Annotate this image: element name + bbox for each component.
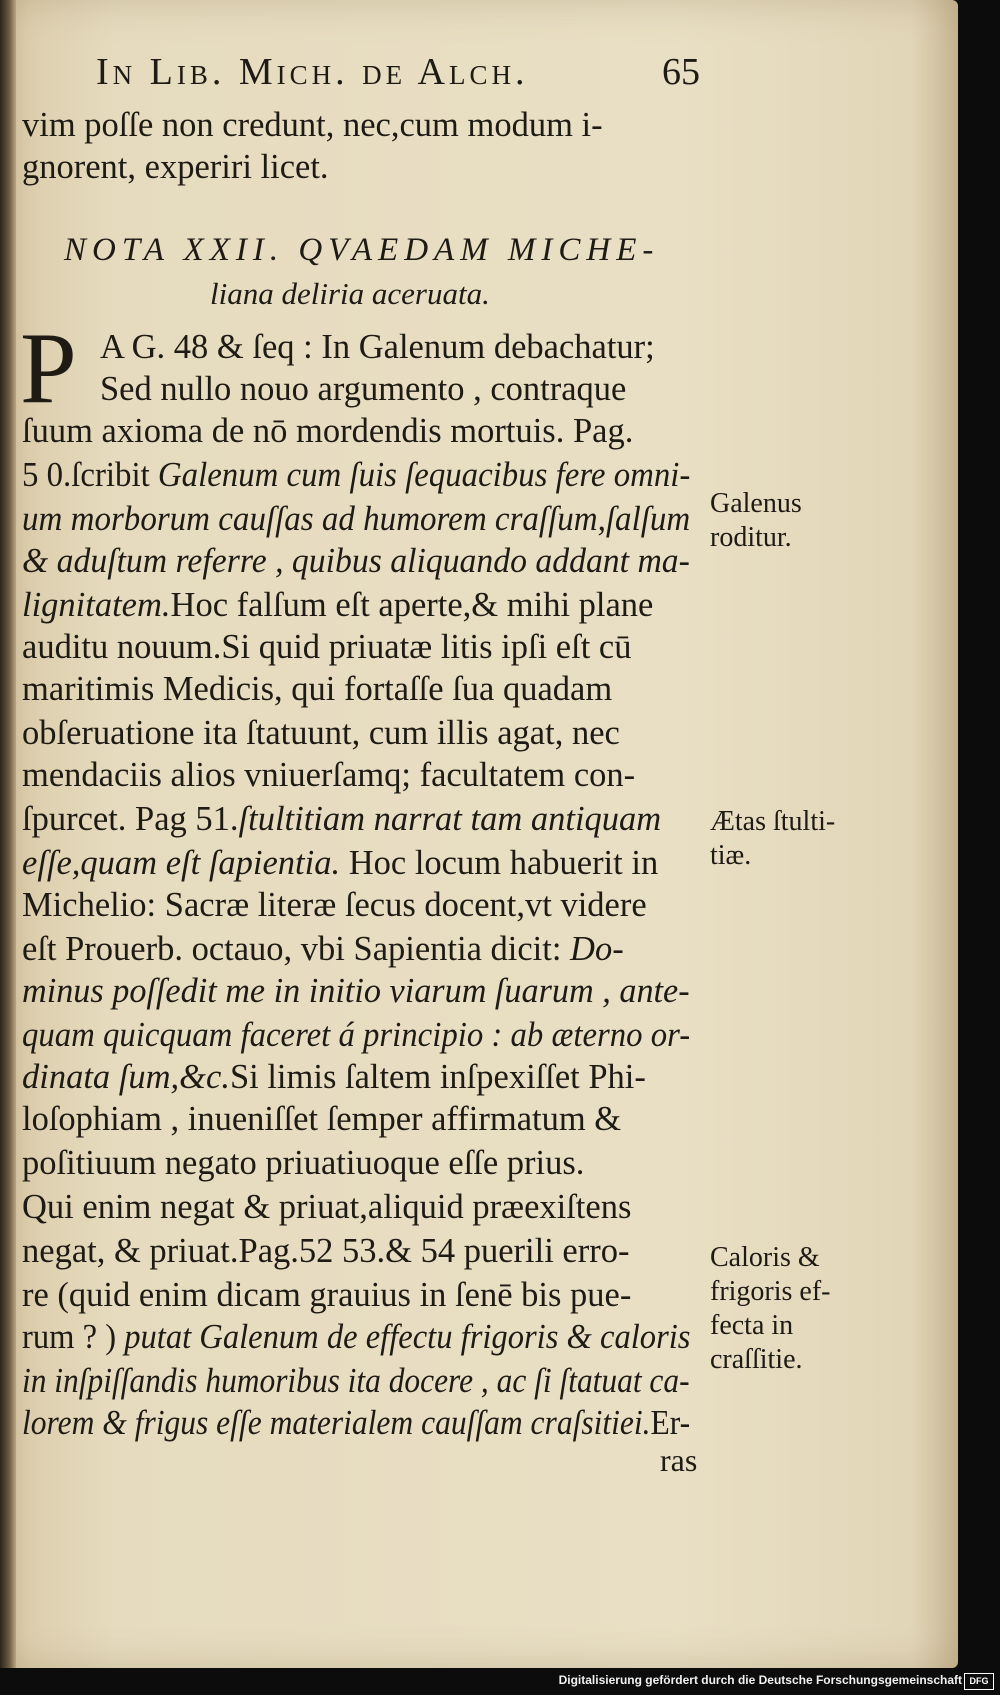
margin-line: fecta in [710,1310,794,1341]
section-title: NOTA XXII. QVAEDAM MICHE- [64,232,660,268]
body-line [22,932,624,967]
roman-text: auditu nouum.Si quid priuatæ litis ipſi eſt cū [22,628,632,666]
body-line [22,1234,629,1269]
roman-text: A G. 48 & ſeq : In Galenum debachatur; [100,328,655,366]
roman-text: rum ? ) [22,1318,125,1356]
body-line [100,330,655,365]
italic-quote: eſſe,quam eſt ſapientia. [22,844,341,882]
italic-quote: lignitatem. [22,586,171,624]
text-line: gnorent, experiri licet. [22,148,329,186]
roman-text: poſitiuum negato priuatiuoque eſſe prius. [22,1144,585,1182]
roman-text: re (quid enim dicam grauius in ſenē bis pue- [22,1276,632,1314]
italic-quote: quam quicquam faceret á principio : ab æterno or- [22,1016,691,1054]
roman-text: Si limis ſaltem inſpexiſſet Phi- [229,1058,646,1096]
margin-line: tiæ. [710,840,752,871]
italic-quote: & aduſtum referre , quibus aliquando addant ma- [22,542,690,580]
body-line [22,1146,584,1181]
margin-line: Galenus [710,488,802,519]
running-head: In Lib. Mich. de Alch. [96,51,529,93]
roman-text: Michelio: Sacræ literæ ſecus docent,vt videre [22,886,647,924]
body-line [22,888,647,923]
marginal-note-galenus [710,490,802,552]
marginal-note-aetas [710,808,835,870]
funding-credit: Digitalisierung gefördert durch die Deutsche Forschungsgemeinschaft [558,1673,962,1687]
body-line [22,758,635,793]
body-line [22,1364,690,1399]
margin-line: roditur. [710,522,792,553]
drop-cap: P [20,312,77,425]
margin-line: Ætas ſtulti- [710,806,836,837]
body-line [22,1190,631,1225]
roman-text: loſophiam , inueniſſet ſemper affirmatum & [22,1100,622,1138]
section-subtitle: liana deliria aceruata. [210,276,490,311]
margin-line: craſſitie. [710,1344,803,1375]
body-line [22,1102,621,1137]
body-line [22,802,661,837]
roman-text: eſt Prouerb. octauo, vbi Sapientia dicit: [22,930,571,968]
roman-text: Hoc falſum eſt aperte,& mihi plane [170,586,654,624]
body-line [22,544,690,579]
dfg-logo: DFG [964,1673,994,1690]
roman-text: 5 0.ſcribit [22,456,158,494]
body-line [22,716,620,751]
italic-quote: um morborum cauſſas ad humorem craſſum,ſalſum [22,500,691,538]
body-line [22,458,690,493]
body-line [22,974,690,1009]
roman-text: Hoc locum habuerit in [340,844,659,882]
margin-line: frigoris ef- [710,1276,831,1307]
body-line [22,1406,690,1441]
margin-line: Caloris & [710,1242,820,1273]
scan-footer [0,1668,1000,1695]
body-line [100,372,626,407]
roman-text: mendaciis alios vniuerſamq; facultatem con- [22,756,636,794]
body-line [22,1320,690,1355]
roman-text: negat, & priuat.Pag.52 53.& 54 puerili erro- [22,1232,630,1270]
roman-text: ſpurcet. Pag 51. [22,800,239,838]
roman-text: obſeruatione ita ſtatuunt, cum illis agat, nec [22,714,620,752]
italic-quote: ſtultitiam narrat tam antiquam [238,800,662,838]
body-line [22,1018,690,1053]
italic-quote: Do- [570,930,624,968]
italic-quote: putat Galenum de effectu frigoris & caloris [124,1318,691,1356]
roman-text: maritimis Medicis, qui fortaſſe ſua quadam [22,670,613,708]
roman-text: Er- [650,1404,691,1442]
italic-quote: in inſpiſſandis humoribus ita docere , ac ſi ſtatuat ca- [22,1362,690,1400]
marginal-note-caloris [710,1244,831,1374]
italic-quote: dinata ſum,&c. [22,1058,230,1096]
body-line [22,588,653,623]
text-line: vim poſſe non credunt, nec,cum modum i- [22,106,603,144]
body-line [22,672,612,707]
catchword: ras [660,1442,698,1478]
page-number: 65 [662,51,700,93]
book-spine [0,0,16,1668]
body-line [22,502,690,537]
italic-quote: Galenum cum ſuis ſequacibus fere omni- [157,456,691,494]
italic-quote: minus poſſedit me in initio viarum ſuarum , ante- [22,972,690,1010]
italic-quote: lorem & frigus eſſe materialem cauſſam craſsitiei. [22,1404,651,1442]
roman-text: Sed nullo nouo argumento , contraque [100,370,627,408]
body-line [22,414,633,449]
roman-text: ſuum axioma de nō mordendis mortuis. Pag. [22,412,634,450]
body-line [22,1278,631,1313]
roman-text: Qui enim negat & priuat,aliquid præexiſtens [22,1188,632,1226]
body-line [22,846,658,881]
body-line [22,630,631,665]
body-line [22,1060,646,1095]
